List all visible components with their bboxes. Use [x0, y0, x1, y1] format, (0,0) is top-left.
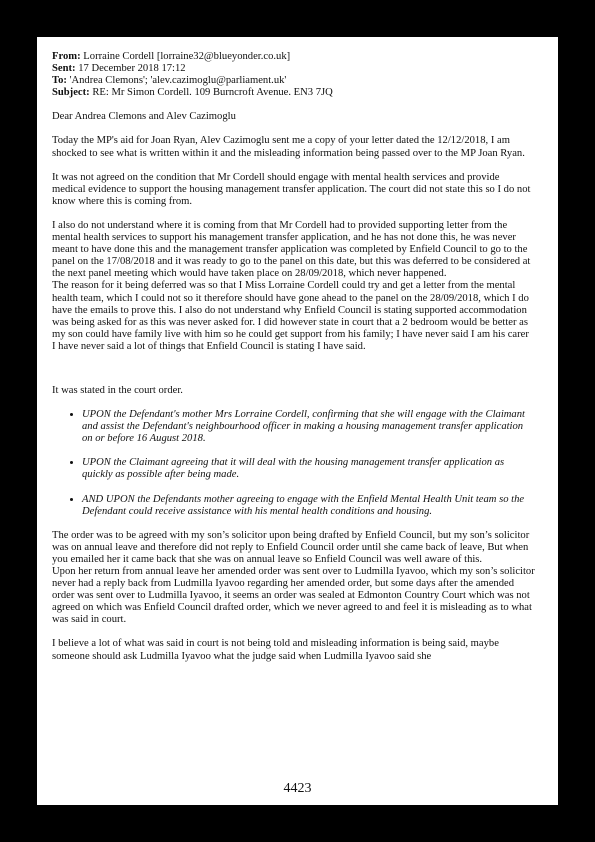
- list-item: • UPON the Claimant agreeing that it will deal with the housing management transfer application as quickly as possible after being made.: [82, 457, 535, 481]
- to-line: [52, 75, 535, 87]
- to-value: 'Andrea Clemons'; 'alev.cazimoglu@parliament.uk': [69, 75, 287, 87]
- document-page: [37, 37, 558, 805]
- paragraph-4: The reason for it being deferred was so that I Miss Lorraine Cordell could try and get a letter from the mental health team, which I could not so it therefore should have gone ahead to the panel on the 28/09/2018, which I do have the emails to prove this. I also do not understand why Enfield Council is stating supported accommodation was being asked for as this was never asked for. I did however state in court that a 2 bedroom would be better as my son could have family live with him so he could get support from his family; I have never said I am his carer I have never said a lot of things that Enfield Council is stating I have said.: [52, 280, 529, 352]
- paragraph-2: It was not agreed on the condition that Mr Cordell should engage with mental health services and provide medical evidence to support the housing management transfer application. The court did not state this so I do not know where this is coming from.: [52, 171, 531, 207]
- email-document: [52, 51, 535, 675]
- subject-label: Subject:: [52, 87, 90, 99]
- list-item: • AND UPON the Defendants mother agreeing to engage with the Enfield Mental Health Unit team so the Defendant could receive assistance with his mental health conditions and housing.: [82, 494, 535, 518]
- subject-value: RE: Mr Simon Cordell. 109 Burncroft Avenue. EN3 7JQ: [92, 87, 333, 99]
- paragraph-1: Today the MP's aid for Joan Ryan, Alev Cazimoglu sent me a copy of your letter dated the 12/12/2018, I am shocked to see what is written within it and the misleading information being passed over to the MP Joan Ryan.: [52, 135, 525, 159]
- from-value: Lorraine Cordell [lorraine32@blueyonder.co.uk]: [83, 51, 291, 62]
- list-item: • UPON the Defendant's mother Mrs Lorraine Cordell, confirming that she will engage with the Claimant and assist the Defendant's neighbourhood officer in making a housing management transfer application on or before 16 August 2018.: [82, 409, 535, 445]
- from-line: [52, 51, 535, 63]
- spacer: [52, 365, 535, 385]
- paragraph-8: I believe a lot of what was said in court is not being told and misleading information is being said, maybe someone should ask Ludmilla Iyavoo what the judge said when Ludmilla Iyavoo said she: [52, 638, 499, 662]
- court-order-list: [52, 409, 535, 518]
- email-header: [52, 51, 535, 99]
- to-label: To:: [52, 75, 67, 87]
- subject-line: [52, 87, 535, 99]
- paragraph-3: I also do not understand where it is coming from that Mr Cordell had to provided supporting letter from the mental health services to support his management transfer application, and he has not done this, he was never meant to have done this and the management transfer application was completed by Enfield Council to go to the panel on the 17/08/2018 and it was ready to go to the panel on this date, but this was deferred to be considered at the next panel meeting which would have taken place on 28/09/2018, which never happened.: [52, 219, 531, 280]
- paragraph-7: Upon her return from annual leave her amended order was sent over to Ludmilla Iyavoo, which my son’s solicitor never had a reply back from Ludmilla Iyavoo regarding her amended order, but some days after the amended order was sent over to Ludmilla Iyavoo, it seems an order was sealed at Edmonton Country Court which was not agreed on which was Enfield Council drafted order, which we never agreed to and feel it is misleading as to what was said in court.: [52, 566, 535, 626]
- sent-value: 17 December 2018 17:12: [78, 63, 186, 75]
- paragraph-5: It was stated in the court order.: [52, 384, 183, 396]
- page-number: 4423: [283, 781, 312, 796]
- greeting: Dear Andrea Clemons and Alev Cazimoglu: [52, 111, 236, 123]
- sent-line: [52, 63, 535, 75]
- from-label: From:: [52, 51, 81, 62]
- sent-label: Sent:: [52, 63, 76, 75]
- paragraph-6: The order was to be agreed with my son’s solicitor upon being drafted by Enfield Council, but my son’s solicitor was on annual leave and therefore did not reply to Enfield Council order until she came back of leave, But when you emailed her it came back that she was on annual leave so Enfield Council was well aware of this.: [52, 529, 530, 565]
